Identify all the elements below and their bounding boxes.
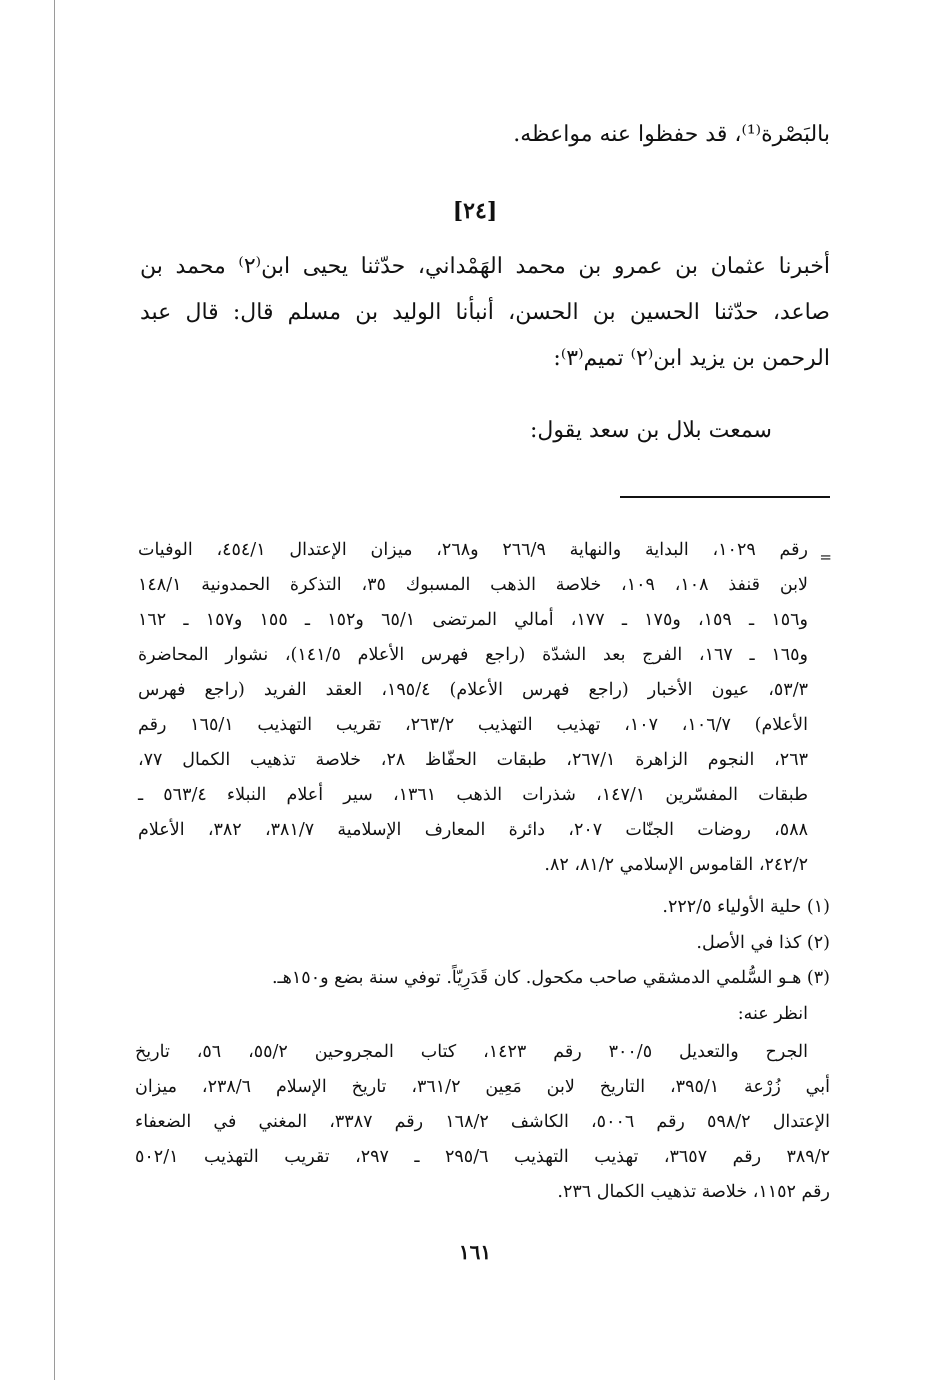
main-text-line-1: بالبَصْرة⁽¹⁾، قد حفظوا عنه مواعظه.	[513, 122, 830, 147]
footnote-1: (١) حلية الأولياء ٢٢٢/٥.	[662, 897, 830, 917]
ref-line: ٣٨٩/٢ رقم ٣٦٥٧، تهذيب التهذيب ٢٩٥/٦ ـ ٢٩٧، تقريب التهذيب ٥٠٢/١	[135, 1147, 830, 1167]
biblio-line: الأعلام) ١٠٦/٧، ١٠٧، تهذيب التهذيب ٢٦٣/٢، تقريب التهذيب ١٦٥/١ رقم	[138, 715, 809, 735]
footnote-3: (٣) هـو السُّلمي الدمشقي صاحب مكحول. كان قَدَرِيّاً. توفي سنة بضع و١٥٠هـ.	[271, 968, 830, 988]
isnad-line-3: الرحمن بن يزيد ابن⁽٢⁾ تميم⁽٣⁾:	[553, 346, 830, 371]
ref-line: رقم ١١٥٢، خلاصة تذهيب الكمال ٢٣٦.	[557, 1182, 830, 1202]
biblio-line: ٥٣/٣، عيون الأخبار (راجع فهرس الأعلام) ١٩٥/٤، العقد الفريد (راجع فهرس	[138, 680, 808, 700]
ref-line: الجرح والتعديل ٣٠٠/٥ رقم ١٤٢٣، كتاب المجروحين ٥٥/٢، ٥٦، تاريخ	[135, 1042, 808, 1062]
biblio-line: لابن قنفذ ١٠٨، ١٠٩، خلاصة الذهب المسبوك ٣٥، التذكرة الحمدونية ١٤٨/١	[138, 575, 808, 595]
quote-line: سمعت بلال بن سعد يقول:	[529, 418, 772, 443]
biblio-line: رقم ١٠٢٩، البداية والنهاية ٢٦٦/٩ و٢٦٨، ميزان الإعتدال ٤٥٤/١، الوفيات	[138, 540, 808, 560]
biblio-line: ٢٦٣، النجوم الزاهرة ٢٦٧/١، طبقات الحفّاظ ٢٨، خلاصة تذهيب الكمال ٧٧،	[138, 750, 808, 770]
footnote-separator	[620, 496, 830, 498]
isnad-line-2: صاعد، حدّثنا الحسين بن الحسن، أنبأنا الوليد بن مسلم قال: قال عبد	[140, 300, 830, 325]
ref-line: الإعتدال ٥٩٨/٢ رقم ٥٠٠٦، الكاشف ١٦٨/٢ رقم ٣٣٨٧، المغني في الضعفاء	[135, 1112, 831, 1132]
continuation-mark: =	[819, 548, 832, 566]
footnote-3-see: انظر عنه:	[737, 1004, 808, 1024]
biblio-line: طبقات المفسّرين ١٤٧/١، شذرات الذهب ١٣٦١، سير أعلام النبلاء ٥٦٣/٤ ـ	[138, 785, 808, 805]
biblio-line: و١٥٦ ـ ١٥٩، و١٧٥ ـ ١٧٧، أمالي المرتضى ٦٥/١ و١٥٢ ـ ١٥٥ و١٥٧ ـ ١٦٢	[138, 610, 808, 630]
section-heading: [٢٤]	[452, 198, 498, 224]
biblio-line: و١٦٥ ـ ١٦٧، الفرج بعد الشدّة (راجع فهرس الأعلام ١٤١/٥)، نشوار المحاضرة	[138, 645, 808, 665]
isnad-line-1: أخبرنا عثمان بن عمرو بن محمد الهَمْداني، حدّثنا يحيى ابن⁽٢⁾ محمد بن	[140, 254, 830, 279]
biblio-line: ٥٨٨، روضات الجنّات ٢٠٧، دائرة المعارف الإسلامية ٣٨١/٧، ٣٨٢، الأعلام	[138, 820, 808, 840]
biblio-line: ٢٤٢/٢، القاموس الإسلامي ٨١/٢، ٨٢.	[544, 855, 808, 875]
footnote-2: (٢) كذا في الأصل.	[696, 933, 830, 953]
page-number: ١٦١	[458, 1240, 492, 1264]
ref-line: أبي زُرْعة ٣٩٥/١، التاريخ لابن مَعِين ٣٦١/٢، تاريخ الإسلام ٢٣٨/٦، ميزان	[135, 1077, 830, 1097]
